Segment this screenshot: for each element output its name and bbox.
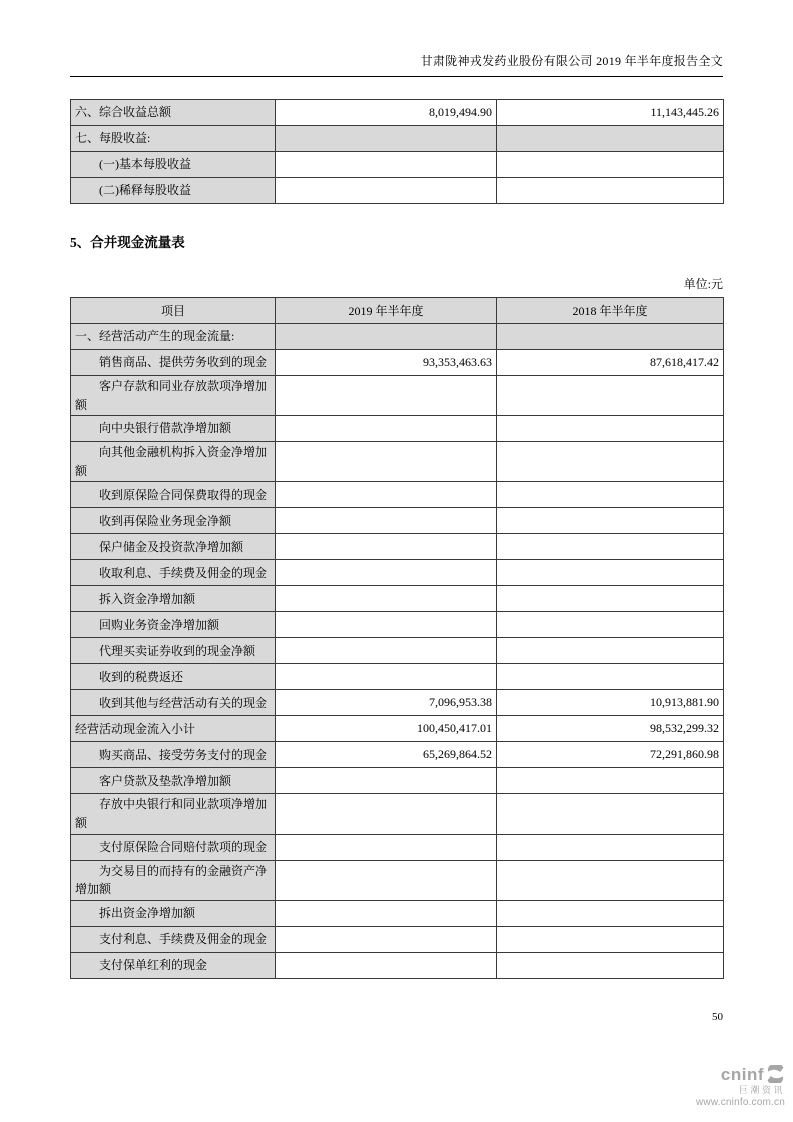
table-row [71, 742, 724, 768]
row-label: 购买商品、接受劳务支付的现金 [71, 742, 276, 768]
row-label: 七、每股收益: [71, 126, 276, 152]
value-2018 [497, 178, 724, 204]
value-2019 [276, 152, 497, 178]
value-2019: 8,019,494.90 [276, 100, 497, 126]
value-2018: 10,913,881.90 [497, 690, 724, 716]
value-2019 [276, 952, 497, 978]
page-header [70, 0, 723, 77]
table-row [71, 534, 724, 560]
value-2018 [497, 586, 724, 612]
value-2018 [497, 926, 724, 952]
row-label: 客户贷款及垫款净增加额 [71, 768, 276, 794]
table-row [71, 926, 724, 952]
table-row [71, 794, 724, 834]
value-2018: 11,143,445.26 [497, 100, 724, 126]
table-row [71, 768, 724, 794]
table-row [71, 690, 724, 716]
row-label: 回购业务资金净增加额 [71, 612, 276, 638]
cninfo-logo [696, 1065, 785, 1108]
table-row [71, 508, 724, 534]
value-2019 [276, 442, 497, 482]
row-label: (一)基本每股收益 [71, 152, 276, 178]
row-label: (二)稀释每股收益 [71, 178, 276, 204]
table-row [71, 716, 724, 742]
value-2019 [276, 376, 497, 416]
table-row [71, 126, 724, 152]
row-label: 收到的税费返还 [71, 664, 276, 690]
table-row [71, 350, 724, 376]
row-label: 支付保单红利的现金 [71, 952, 276, 978]
table-row [71, 442, 724, 482]
value-2019 [276, 768, 497, 794]
row-label: 收到原保险合同保费取得的现金 [71, 482, 276, 508]
row-label: 向其他金融机构拆入资金净增加额 [71, 442, 276, 482]
value-2018 [497, 612, 724, 638]
value-2019 [276, 926, 497, 952]
column-header-item: 项目 [71, 298, 276, 324]
table-row [71, 638, 724, 664]
value-2018 [497, 482, 724, 508]
value-2018 [497, 768, 724, 794]
report-header-title: 甘肃陇神戎发药业股份有限公司 2019 年半年度报告全文 [420, 54, 723, 68]
value-2019 [276, 178, 497, 204]
table-row [71, 612, 724, 638]
table-header-row [71, 298, 724, 324]
row-label: 拆出资金净增加额 [71, 900, 276, 926]
row-label: 代理买卖证券收到的现金净额 [71, 638, 276, 664]
row-label: 拆入资金净增加额 [71, 586, 276, 612]
cninfo-brand-row [696, 1065, 785, 1085]
cninfo-swirl-icon [766, 1065, 785, 1083]
row-label: 六、综合收益总额 [71, 100, 276, 126]
value-2018: 87,618,417.42 [497, 350, 724, 376]
cninfo-url: www.cninfo.com.cn [696, 1096, 785, 1108]
table-row [71, 586, 724, 612]
row-label: 收到其他与经营活动有关的现金 [71, 690, 276, 716]
value-2019 [276, 794, 497, 834]
cninfo-name-cn: 巨潮资讯 [738, 1085, 785, 1096]
table-row [71, 152, 724, 178]
value-2018: 98,532,299.32 [497, 716, 724, 742]
row-label: 经营活动现金流入小计 [71, 716, 276, 742]
value-2018 [497, 664, 724, 690]
value-2018 [497, 560, 724, 586]
row-label: 销售商品、提供劳务收到的现金 [71, 350, 276, 376]
table-row [71, 560, 724, 586]
section-title: 5、合并现金流量表 [70, 235, 185, 250]
table-row [71, 952, 724, 978]
value-2019 [276, 612, 497, 638]
table-row [71, 900, 724, 926]
value-2018 [497, 508, 724, 534]
value-2018 [497, 376, 724, 416]
value-2018 [497, 638, 724, 664]
row-label: 收到再保险业务现金净额 [71, 508, 276, 534]
value-2018 [497, 900, 724, 926]
value-2019 [276, 126, 497, 152]
value-2019: 100,450,417.01 [276, 716, 497, 742]
value-2018 [497, 416, 724, 442]
value-2018 [497, 534, 724, 560]
value-2019 [276, 324, 497, 350]
value-2019 [276, 508, 497, 534]
table-row [71, 324, 724, 350]
value-2019 [276, 834, 497, 860]
row-label: 向中央银行借款净增加额 [71, 416, 276, 442]
value-2018 [497, 152, 724, 178]
unit-label: 单位:元 [683, 277, 723, 291]
cash-flow-table [70, 297, 724, 979]
cninfo-brand: cninf [720, 1064, 764, 1084]
value-2019 [276, 638, 497, 664]
column-header-2019: 2019 年半年度 [276, 298, 497, 324]
value-2018 [497, 442, 724, 482]
value-2019: 93,353,463.63 [276, 350, 497, 376]
income-statement-summary-table [70, 99, 724, 204]
table-row [71, 100, 724, 126]
column-header-2018: 2018 年半年度 [497, 298, 724, 324]
row-label: 支付原保险合同赔付款项的现金 [71, 834, 276, 860]
value-2018 [497, 324, 724, 350]
value-2019: 65,269,864.52 [276, 742, 497, 768]
table-row [71, 178, 724, 204]
value-2019 [276, 416, 497, 442]
value-2018 [497, 834, 724, 860]
value-2019: 7,096,953.38 [276, 690, 497, 716]
table-row [71, 860, 724, 900]
row-label: 保户储金及投资款净增加额 [71, 534, 276, 560]
row-label: 存放中央银行和同业款项净增加额 [71, 794, 276, 834]
value-2019 [276, 482, 497, 508]
row-label: 收取利息、手续费及佣金的现金 [71, 560, 276, 586]
value-2019 [276, 586, 497, 612]
value-2018 [497, 794, 724, 834]
table-row [71, 482, 724, 508]
page-number: 50 [712, 1010, 723, 1023]
value-2019 [276, 860, 497, 900]
row-label: 为交易目的而持有的金融资产净增加额 [71, 860, 276, 900]
value-2018: 72,291,860.98 [497, 742, 724, 768]
table-row [71, 376, 724, 416]
value-2019 [276, 560, 497, 586]
row-label: 客户存款和同业存放款项净增加额 [71, 376, 276, 416]
value-2018 [497, 126, 724, 152]
value-2018 [497, 952, 724, 978]
table-row [71, 416, 724, 442]
table-row [71, 834, 724, 860]
value-2019 [276, 534, 497, 560]
value-2019 [276, 664, 497, 690]
row-label: 支付利息、手续费及佣金的现金 [71, 926, 276, 952]
table-row [71, 664, 724, 690]
value-2018 [497, 860, 724, 900]
row-label: 一、经营活动产生的现金流量: [71, 324, 276, 350]
value-2019 [276, 900, 497, 926]
